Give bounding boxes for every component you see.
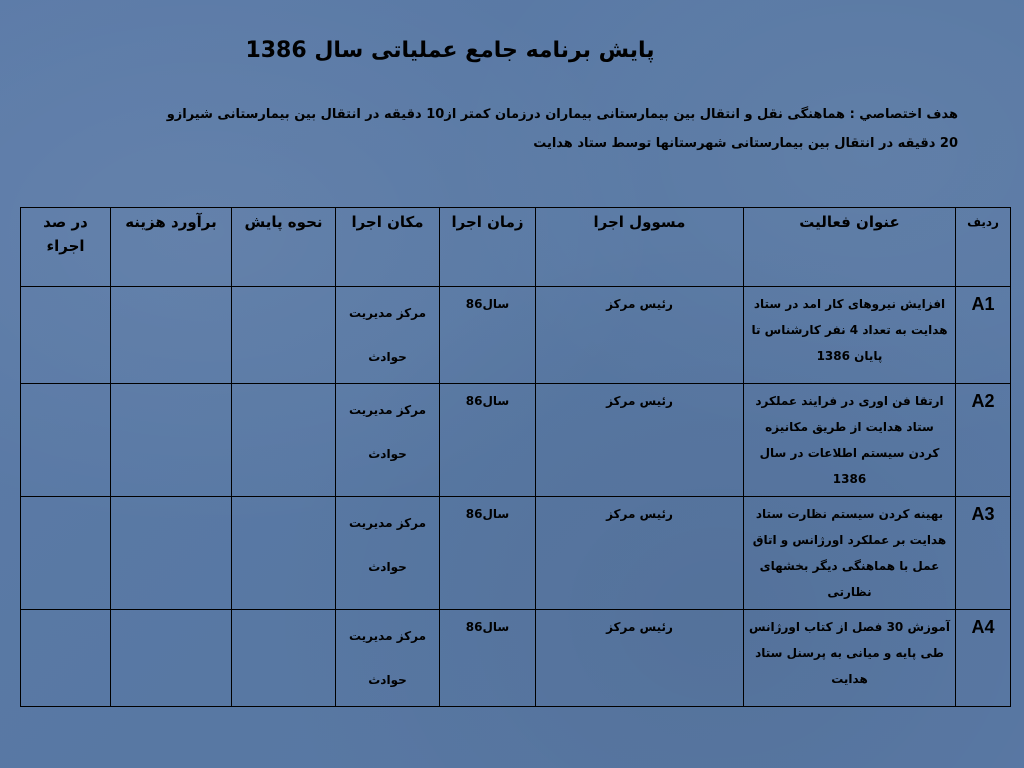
header-monitoring: نحوه پایش [232, 208, 336, 287]
row-percent [21, 610, 111, 707]
row-activity: ارتقا فن اوری در فرایند عملکرد ستاد هدایت از طریق مکانیزه کردن سیستم اطلاعات در سال 1386 [744, 384, 956, 497]
row-time: سال86 [440, 497, 536, 610]
row-code: A4 [956, 610, 1011, 707]
row-time: سال86 [440, 287, 536, 384]
row-place: مرکز مدیریت حوادث [336, 610, 440, 707]
header-activity: عنوان فعالیت [744, 208, 956, 287]
row-time: سال86 [440, 384, 536, 497]
row-responsible: رئیس مرکز [536, 610, 744, 707]
header-place: مکان اجرا [336, 208, 440, 287]
header-time: زمان اجرا [440, 208, 536, 287]
row-monitoring [232, 384, 336, 497]
row-monitoring [232, 610, 336, 707]
row-percent [21, 384, 111, 497]
row-percent [21, 287, 111, 384]
row-code: A3 [956, 497, 1011, 610]
table-header-row [21, 208, 1011, 287]
row-activity: آموزش 30 فصل از کتاب اورژانس طی پایه و میانی به پرسنل ستاد هدایت [744, 610, 956, 707]
page-title: پایش برنامه جامع عملیاتی سال 1386 [245, 38, 655, 63]
row-activity: بهینه کردن سیستم نظارت ستاد هدایت بر عملکرد اورژانس و اتاق عمل با هماهنگی دیگر بخشهای نظارتی [744, 497, 956, 610]
row-monitoring [232, 497, 336, 610]
row-place: مرکز مدیریت حوادث [336, 384, 440, 497]
header-responsible: مسوول اجرا [536, 208, 744, 287]
row-code: A2 [956, 384, 1011, 497]
goal-line-2: 20 دقیقه در انتقال بین بیمارستانی شهرستانها توسط ستاد هدایت [533, 136, 958, 151]
header-cost: برآورد هزینه [111, 208, 232, 287]
row-code: A1 [956, 287, 1011, 384]
specific-goal [98, 100, 958, 158]
table-row [21, 384, 1011, 497]
row-cost [111, 384, 232, 497]
row-cost [111, 287, 232, 384]
table-row [21, 497, 1011, 610]
row-place: مرکز مدیریت حوادث [336, 287, 440, 384]
row-place: مرکز مدیریت حوادث [336, 497, 440, 610]
header-row-no: رديف [956, 208, 1011, 287]
row-responsible: رئیس مرکز [536, 287, 744, 384]
row-time: سال86 [440, 610, 536, 707]
activity-table [20, 207, 1011, 707]
row-cost [111, 610, 232, 707]
table-row [21, 610, 1011, 707]
table-row [21, 287, 1011, 384]
goal-line-1: هدف اختصاصي : هماهنگی نقل و انتقال بین بیمارستانی بیماران درزمان کمتر از10 دقیقه در انتقال بین بیمارستانی شیرازو [166, 107, 958, 122]
row-cost [111, 497, 232, 610]
row-monitoring [232, 287, 336, 384]
row-responsible: رئیس مرکز [536, 497, 744, 610]
row-percent [21, 497, 111, 610]
row-responsible: رئیس مرکز [536, 384, 744, 497]
row-activity: افزایش نیروهای کار امد در ستاد هدایت به تعداد 4 نفر کارشناس تا پایان 1386 [744, 287, 956, 384]
header-percent: در صد اجراء [21, 208, 111, 287]
